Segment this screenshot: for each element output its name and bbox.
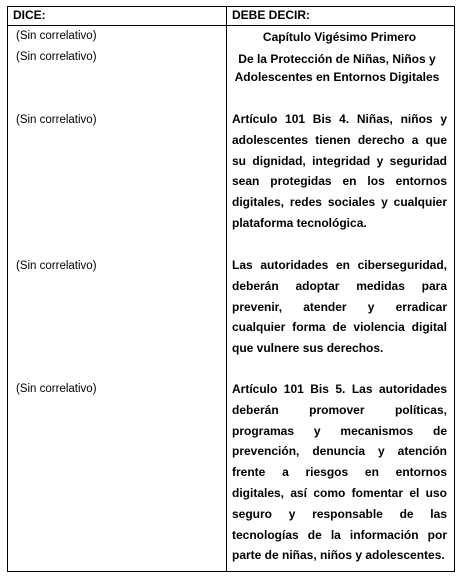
row-5-dice: (Sin correlativo) xyxy=(16,383,97,395)
header-dice: DICE: xyxy=(13,8,46,22)
row-1-dice: (Sin correlativo) xyxy=(16,30,97,42)
authorities-paragraph: Las autoridades en ciberseguridad, deberán adoptar medidas para prevenir, atender y erradicar cualquier forma de violencia digital que vulnere sus derechos. xyxy=(232,258,447,356)
article-101-bis-5: Artículo 101 Bis 5. Las autoridades deberán promover políticas, programas y mecanismos de prevención, denuncia y atención frente a riesgos en entornos digitales, así como fomentar el uso seguro y responsable de las tecnologías de la información por parte de niñas, niños y adolescentes. xyxy=(232,382,447,563)
header-debe-decir: DEBE DECIR: xyxy=(232,8,311,22)
header-divider xyxy=(8,25,454,26)
row-4-dice: (Sin correlativo) xyxy=(16,260,97,272)
chapter-subtitle: De la Protección de Niñas, Niños y Adolescentes en Entornos Digitales xyxy=(234,52,440,84)
row-3-dice: (Sin correlativo) xyxy=(16,114,97,126)
chapter-title: Capítulo Vigésimo Primero xyxy=(262,30,417,44)
article-101-bis-4: Artículo 101 Bis 4. Niñas, niños y adolescentes tienen derecho a que su dignidad, integridad y seguridad sean protegidas en los entornos digitales, redes sociales y cualquier plataforma tecnológica. xyxy=(232,112,447,230)
comparison-table xyxy=(7,6,455,572)
row-2-dice: (Sin correlativo) xyxy=(16,51,97,63)
column-divider xyxy=(226,7,227,571)
